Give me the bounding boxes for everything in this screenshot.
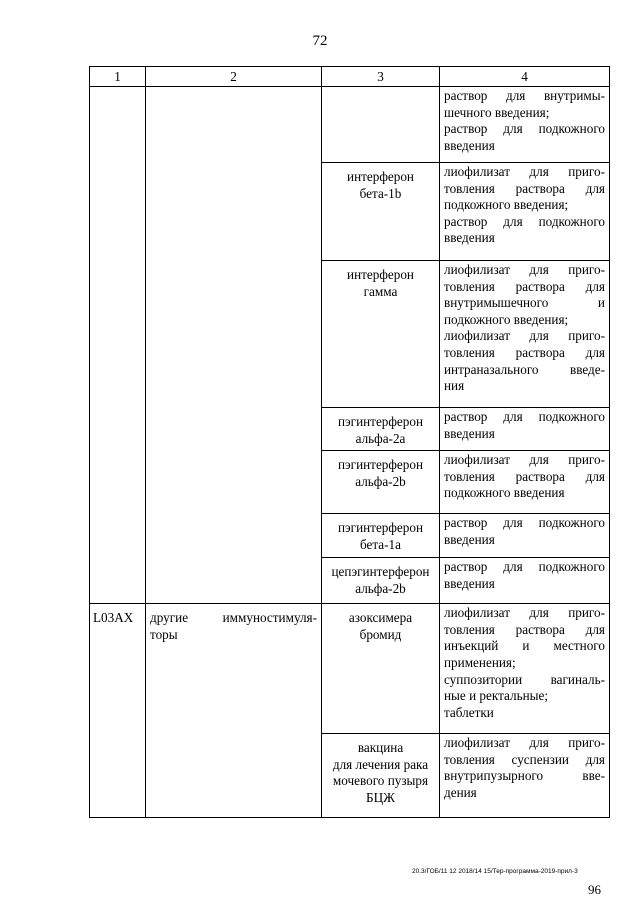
group-cell [146, 604, 322, 818]
drug-name-line: вакцина [357, 740, 404, 756]
header-col-2: 2 [146, 67, 322, 87]
dosage-form-line: товления раствора для [444, 344, 605, 360]
drug-table [89, 66, 610, 818]
dosage-form-cell [440, 451, 610, 514]
dosage-form-line: раствор для подкожного [444, 515, 605, 531]
drug-name-line: альфа-2а [355, 430, 406, 446]
dosage-form-line: лиофилизат для приго- [444, 452, 605, 468]
dosage-form-line: дения [444, 784, 477, 800]
dosage-form-line: товления раствора для [444, 278, 605, 294]
dosage-form-line: товления раствора для [444, 621, 605, 637]
drug-name-line: пэгинтерферон [337, 457, 424, 473]
dosage-form-line: лиофилизат для приго- [444, 735, 605, 751]
dosage-form-line: раствор для подкожного [444, 121, 605, 137]
dosage-form-line: внутримышечного и [444, 295, 605, 311]
drug-name-cell [322, 734, 440, 818]
dosage-form-line: ные и ректальные; [444, 688, 549, 704]
dosage-form-line: лиофилизат для приго- [444, 164, 605, 179]
footer-document-code: 20.3/ГОБ/11 12 2018/14 15/Тер-программа-2019-прил-3 [412, 868, 578, 875]
dosage-form-line: товления суспензии для [444, 751, 605, 767]
drug-name-cell [322, 558, 440, 604]
drug-name-cell [322, 604, 440, 734]
drug-name-line: альфа-2b [355, 473, 406, 489]
drug-name-line: азоксимера [348, 610, 413, 626]
dosage-form-line: шечного введения; [444, 104, 550, 120]
header-col-3: 3 [322, 67, 440, 87]
dosage-form-line: раствор для подкожного [444, 213, 605, 229]
atc-code-cell [90, 604, 146, 818]
drug-name-cell [322, 261, 440, 408]
dosage-form-line: товления раствора для [444, 468, 605, 484]
dosage-form-line: введения [444, 575, 495, 591]
dosage-form-cell [440, 734, 610, 818]
drug-name-line: интерферон [347, 169, 414, 184]
dosage-form-cell [440, 558, 610, 604]
group-name-line: торы [150, 626, 178, 642]
dosage-form-line: внутрипузырного вве- [444, 768, 605, 784]
dosage-form-line: инъекций и местного [444, 638, 605, 654]
drug-name-line: бромид [359, 626, 402, 642]
dosage-form-cell [440, 163, 610, 261]
header-col-4: 4 [440, 67, 610, 87]
drug-name-line: бета-1b [359, 185, 402, 201]
dosage-form-line: лиофилизат для приго- [444, 605, 605, 621]
header-row [90, 67, 610, 87]
dosage-form-line: суппозитории вагиналь- [444, 671, 605, 687]
atc-code: L03AX [93, 610, 134, 626]
header-col-1: 1 [90, 67, 146, 87]
dosage-form-line: лиофилизат для приго- [444, 328, 605, 344]
dosage-form-line: введения [444, 137, 495, 153]
dosage-form-cell [440, 604, 610, 734]
group-name-line: другие иммуностимуля- [150, 610, 317, 626]
drug-name-cell [322, 451, 440, 514]
dosage-form-cell [440, 87, 610, 163]
drug-name-line: пэгинтерферон [337, 520, 424, 536]
page-number-top: 72 [312, 33, 328, 49]
dosage-form-line: товления раствора для [444, 180, 605, 196]
dosage-form-line: ния [444, 378, 465, 394]
drug-name-line: для лечения рака [332, 756, 429, 772]
drug-name-line: гамма [363, 283, 398, 299]
dosage-form-cell [440, 408, 610, 451]
drug-name-line: интерферон [347, 267, 414, 282]
table-row [90, 604, 610, 734]
drug-name-cell [322, 514, 440, 558]
dosage-form-line: таблетки [444, 704, 494, 720]
drug-name-cell [322, 87, 440, 163]
drug-name-cell [322, 408, 440, 451]
group-cell [146, 87, 322, 604]
drug-name-line: цепэгинтерферон [331, 564, 430, 580]
dosage-form-line: введения [444, 531, 495, 547]
dosage-form-line: раствор для подкожного [444, 559, 605, 575]
dosage-form-cell [440, 261, 610, 408]
dosage-form-line: подкожного введения; [444, 197, 569, 213]
table-row [90, 87, 610, 163]
dosage-form-cell [440, 514, 610, 558]
dosage-form-line: подкожного введения; [444, 311, 569, 327]
drug-name-line: пэгинтерферон [337, 414, 424, 429]
drug-name-line: БЦЖ [366, 789, 395, 805]
dosage-form-line: введения [444, 425, 495, 441]
dosage-form-line: подкожного введения [444, 485, 565, 501]
drug-name-line: мочевого пузыря [332, 773, 429, 789]
dosage-form-line: интраназального введе- [444, 361, 605, 377]
page-number-bottom: 96 [588, 882, 601, 897]
dosage-form-line: лиофилизат для приго- [444, 262, 605, 277]
drug-name-line: альфа-2b [355, 580, 406, 596]
dosage-form-line: введения [444, 230, 495, 246]
dosage-form-line: применения; [444, 654, 516, 670]
dosage-form-line: раствор для внутримы- [444, 88, 605, 103]
drug-name-cell [322, 163, 440, 261]
drug-name-line: бета-1а [359, 536, 401, 552]
atc-code-cell [90, 87, 146, 604]
dosage-form-line: раствор для подкожного [444, 409, 605, 424]
